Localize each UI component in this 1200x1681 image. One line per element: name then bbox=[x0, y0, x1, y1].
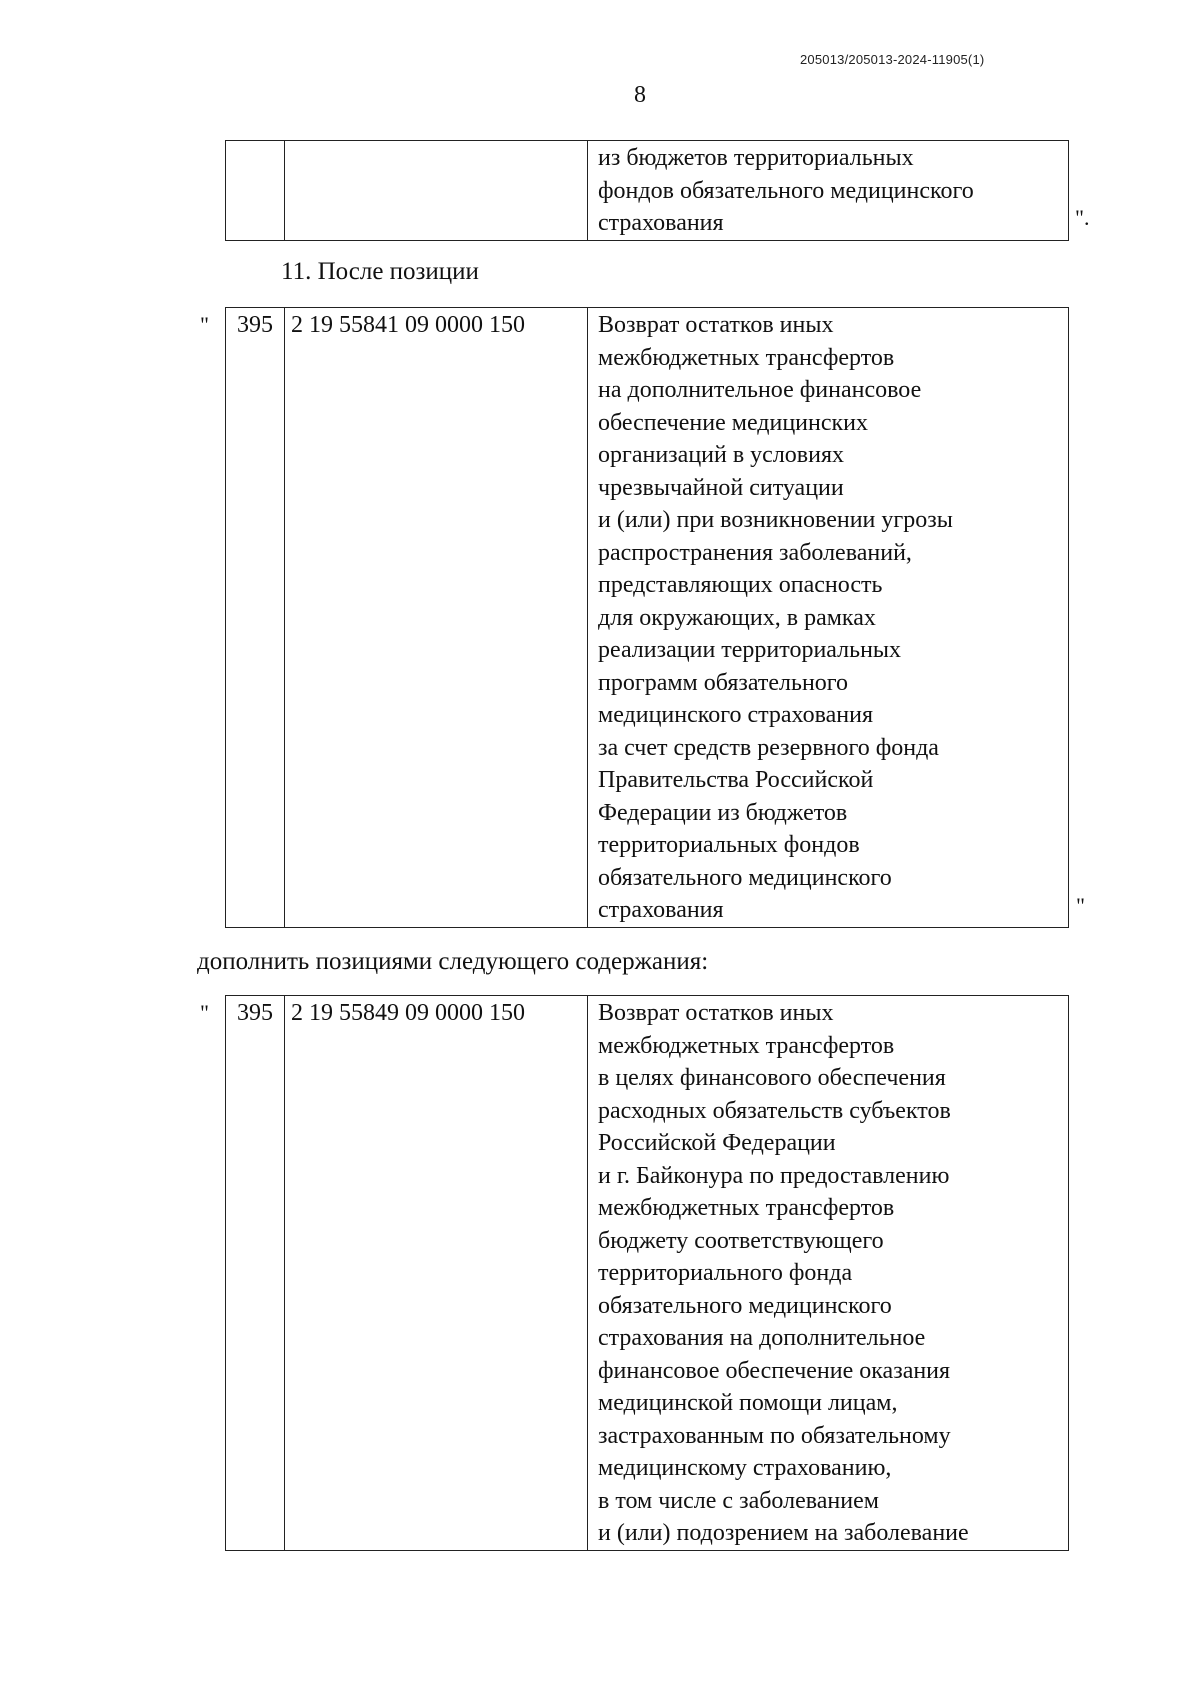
description-line: Возврат остатков иных bbox=[598, 1000, 834, 1026]
description-line: в целях финансового обеспечения bbox=[598, 1065, 946, 1091]
description-line: и (или) подозрением на заболевание bbox=[598, 1520, 969, 1546]
description-cell bbox=[588, 141, 1069, 241]
description-line: на дополнительное финансовое bbox=[598, 377, 922, 403]
description-line: представляющих опасность bbox=[598, 572, 883, 598]
description-line: страхования bbox=[598, 897, 724, 923]
description-line: Правительства Российской bbox=[598, 767, 874, 793]
position-table-new bbox=[225, 995, 1069, 1551]
code-admin-cell bbox=[226, 141, 285, 241]
table-row bbox=[226, 996, 1069, 1551]
description-line: межбюджетных трансфертов bbox=[598, 1032, 895, 1059]
description-line: Возврат остатков иных bbox=[598, 312, 834, 338]
closing-quote-top: ". bbox=[1075, 205, 1090, 230]
description-line: Российской Федерации bbox=[598, 1130, 836, 1156]
description-line: программ обязательного bbox=[598, 669, 849, 696]
description-line: обязательного медицинского bbox=[598, 1292, 892, 1319]
description-line: медицинскому страхованию, bbox=[598, 1455, 892, 1481]
code-admin-cell: 395 bbox=[226, 996, 285, 1551]
budget-code-cell bbox=[285, 141, 588, 241]
description-line: медицинского страхования bbox=[598, 702, 874, 728]
description-cell bbox=[588, 308, 1069, 928]
closing-quote-mid: " bbox=[1076, 893, 1085, 918]
position-table-existing bbox=[225, 307, 1069, 928]
table-row bbox=[226, 141, 1069, 241]
budget-code-cell: 2 19 55841 09 0000 150 bbox=[285, 308, 588, 928]
description-line: межбюджетных трансфертов bbox=[598, 1195, 895, 1221]
description-line: страхования bbox=[598, 210, 724, 236]
table-row bbox=[226, 308, 1069, 928]
opening-quote-mid: " bbox=[200, 312, 209, 337]
description-line: реализации территориальных bbox=[598, 637, 902, 663]
description-line: Федерации из бюджетов bbox=[598, 799, 848, 826]
description-line: медицинской помощи лицам, bbox=[598, 1390, 898, 1416]
budget-code-cell: 2 19 55849 09 0000 150 bbox=[285, 996, 588, 1551]
opening-quote-bottom: " bbox=[200, 1000, 209, 1025]
description-line: чрезвычайной ситуации bbox=[598, 474, 844, 501]
description-line: территориального фонда bbox=[598, 1260, 853, 1286]
description-line: организаций в условиях bbox=[598, 442, 845, 468]
description-line: за счет средств резервного фонда bbox=[598, 734, 939, 761]
description-line: застрахованным по обязательному bbox=[598, 1422, 951, 1449]
description-line: межбюджетных трансфертов bbox=[598, 344, 895, 371]
description-line: обеспечение медицинских bbox=[598, 409, 869, 436]
description-line: распространения заболеваний, bbox=[598, 539, 912, 566]
description-line: финансовое обеспечение оказания bbox=[598, 1357, 951, 1384]
description-line: расходных обязательств субъектов bbox=[598, 1097, 951, 1124]
description-line: страхования на дополнительное bbox=[598, 1325, 926, 1351]
description-cell bbox=[588, 996, 1069, 1551]
page-number: 8 bbox=[634, 82, 646, 108]
description-line: территориальных фондов bbox=[598, 832, 860, 858]
paragraph-11: 11. После позиции bbox=[281, 258, 479, 285]
description-line: и г. Байконура по предоставлению bbox=[598, 1162, 950, 1189]
paragraph-add: дополнить позициями следующего содержания: bbox=[197, 948, 709, 975]
description-line: и (или) при возникновении угрозы bbox=[598, 507, 953, 533]
continuation-table bbox=[225, 140, 1069, 241]
description-line: фондов обязательного медицинского bbox=[598, 177, 974, 204]
description-line: для окружающих, в рамках bbox=[598, 604, 876, 631]
description-line: из бюджетов территориальных bbox=[598, 145, 914, 171]
description-line: в том числе с заболеванием bbox=[598, 1487, 879, 1514]
description-line: бюджету соответствующего bbox=[598, 1227, 884, 1254]
code-admin-cell: 395 bbox=[226, 308, 285, 928]
document-id: 205013/205013-2024-11905(1) bbox=[800, 52, 985, 67]
description-line: обязательного медицинского bbox=[598, 864, 892, 891]
